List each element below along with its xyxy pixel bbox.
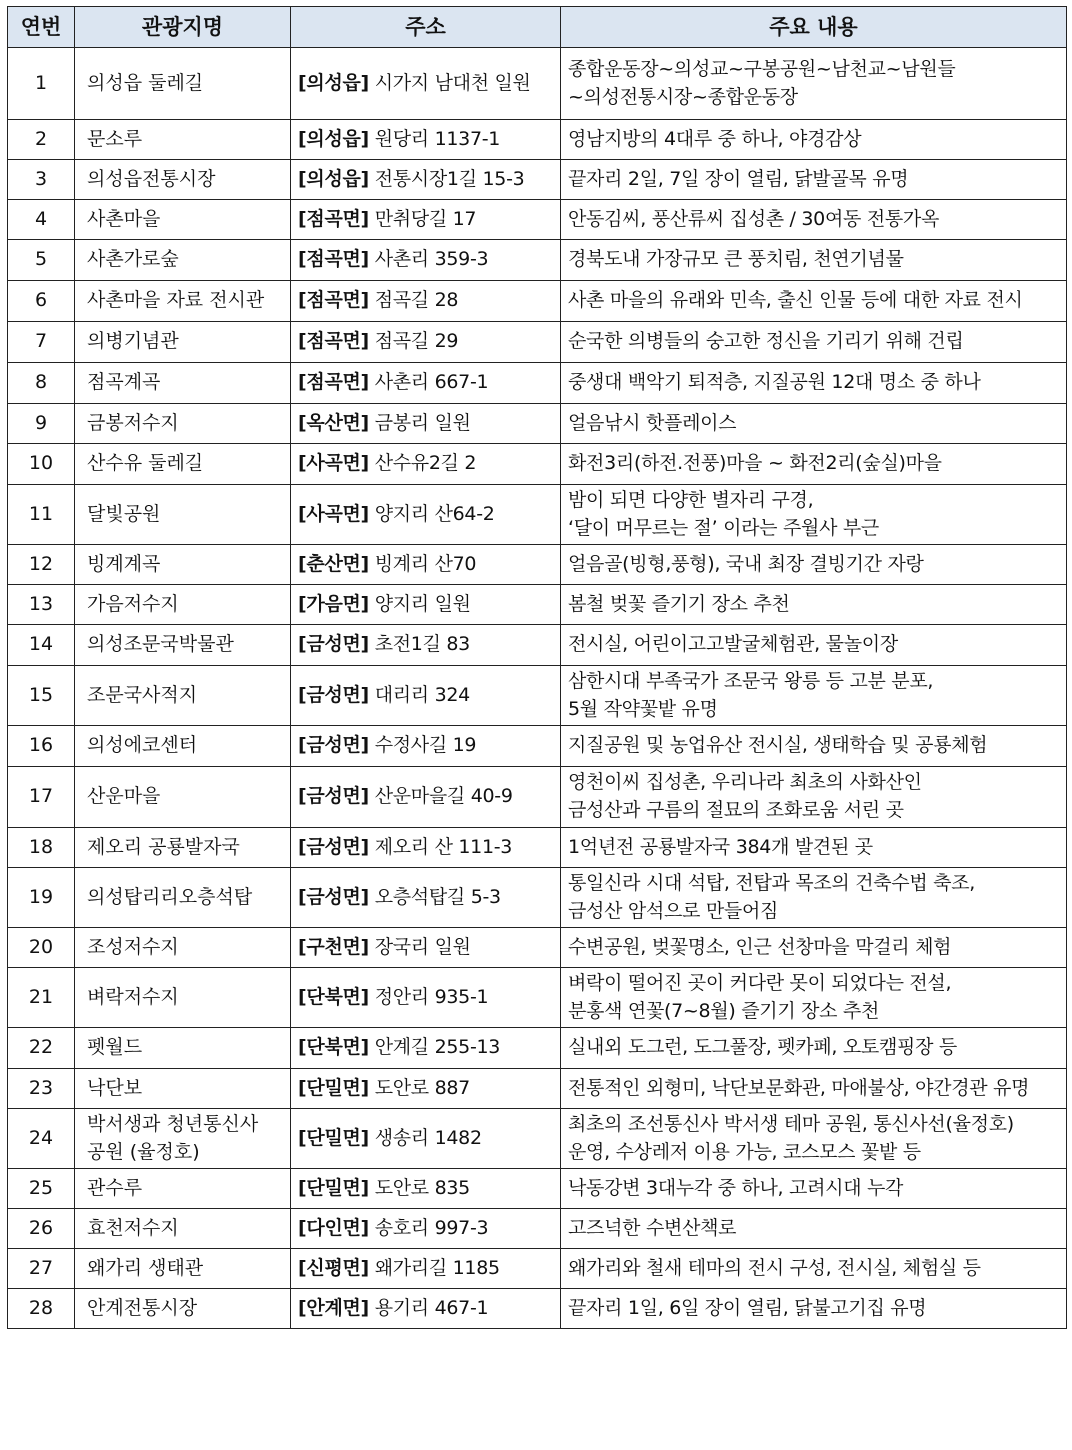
region-label: [단북면] (298, 1036, 369, 1059)
row-number: 5 (8, 240, 75, 281)
site-description (561, 545, 1067, 585)
site-address (291, 1109, 561, 1169)
site-name (75, 666, 291, 726)
site-name-line: 왜가리 생태관 (87, 1256, 204, 1279)
site-name-line: 산수유 둘레길 (87, 452, 204, 475)
address-text: 양지리 산64-2 (374, 502, 495, 525)
table-row (8, 1249, 1067, 1289)
table-row (8, 444, 1067, 485)
address-text: 왜가리길 1185 (374, 1256, 500, 1279)
site-description (561, 485, 1067, 545)
row-number: 1 (8, 48, 75, 120)
table-row (8, 200, 1067, 240)
region-label: [점곡면] (298, 371, 369, 394)
region-label: [안계면] (298, 1296, 369, 1319)
row-number: 3 (8, 160, 75, 200)
row-number: 16 (8, 726, 75, 767)
site-name (75, 48, 291, 120)
row-number: 2 (8, 120, 75, 160)
region-label: [단밀면] (298, 1076, 369, 1099)
site-name (75, 767, 291, 828)
description-line: 얼음낚시 핫플레이스 (568, 411, 737, 434)
site-description (561, 1069, 1067, 1109)
site-name (75, 404, 291, 444)
description-line: 끝자리 2일, 7일 장이 열림, 닭발골목 유명 (568, 167, 909, 190)
row-number: 4 (8, 200, 75, 240)
site-name (75, 200, 291, 240)
header-description: 주요 내용 (561, 7, 1067, 48)
site-description (561, 625, 1067, 666)
site-address (291, 1028, 561, 1069)
address-text: 송호리 997-3 (374, 1216, 489, 1239)
site-name (75, 928, 291, 968)
description-line: 5월 작약꽃밭 유명 (568, 697, 718, 720)
site-name-line: 펫월드 (87, 1036, 143, 1059)
site-name (75, 120, 291, 160)
address-text: 생송리 1482 (374, 1126, 482, 1149)
region-label: [신평면] (298, 1256, 369, 1279)
table-row (8, 120, 1067, 160)
site-name (75, 160, 291, 200)
description-line: 왜가리와 철새 테마의 전시 구성, 전시실, 체험실 등 (568, 1256, 981, 1279)
site-name (75, 625, 291, 666)
site-name-line: 의성읍 둘레길 (87, 71, 204, 94)
description-line: 지질공원 및 농업유산 전시실, 생태학습 및 공룡체험 (568, 734, 988, 757)
site-name (75, 240, 291, 281)
site-name-line: 점곡계곡 (87, 371, 161, 394)
site-address (291, 444, 561, 485)
table-row (8, 485, 1067, 545)
site-name (75, 1249, 291, 1289)
region-label: [단밀면] (298, 1176, 369, 1199)
region-label: [사곡면] (298, 502, 369, 525)
site-name-line: 산운마을 (87, 785, 161, 808)
site-name-line: 제오리 공룡발자국 (87, 835, 240, 858)
table-row (8, 968, 1067, 1028)
address-text: 만취당길 17 (374, 207, 477, 230)
table-row (8, 48, 1067, 120)
site-description (561, 666, 1067, 726)
description-line: ~의성전통시장~종합운동장 (568, 85, 798, 108)
table-row (8, 545, 1067, 585)
table-row (8, 1289, 1067, 1329)
site-name-line: 공원 (율정호) (87, 1140, 200, 1163)
description-line: 영천이씨 집성촌, 우리나라 최초의 사화산인 (568, 771, 922, 794)
description-line: 끝자리 1일, 6일 장이 열림, 닭불고기집 유명 (568, 1296, 927, 1319)
table-row (8, 1209, 1067, 1249)
site-name-line: 문소루 (87, 127, 143, 150)
site-description (561, 200, 1067, 240)
site-address (291, 1169, 561, 1209)
table-row (8, 726, 1067, 767)
table-row (8, 585, 1067, 625)
description-line: 통일신라 시대 석탑, 전탑과 목조의 건축수법 축조, (568, 871, 975, 894)
address-text: 점곡길 28 (374, 289, 459, 312)
description-line: 벼락이 떨어진 곳이 커다란 못이 되었다는 전설, (568, 971, 952, 994)
address-text: 전통시장1길 15-3 (374, 167, 525, 190)
region-label: [금성면] (298, 734, 369, 757)
site-description (561, 281, 1067, 322)
site-name (75, 281, 291, 322)
address-text: 원당리 1137-1 (374, 127, 501, 150)
site-name-line: 의성읍전통시장 (87, 167, 216, 190)
site-address (291, 666, 561, 726)
row-number: 24 (8, 1109, 75, 1169)
address-text: 장국리 일원 (374, 935, 471, 958)
address-text: 오층석탑길 5-3 (374, 885, 501, 908)
site-name-line: 사촌가로숲 (87, 248, 179, 271)
row-number: 21 (8, 968, 75, 1028)
table-row (8, 625, 1067, 666)
description-line: 금성산 암석으로 만들어짐 (568, 899, 779, 922)
site-name-line: 달빛공원 (87, 502, 161, 525)
table-row (8, 240, 1067, 281)
site-address (291, 828, 561, 868)
row-number: 23 (8, 1069, 75, 1109)
table-row (8, 1028, 1067, 1069)
table-row (8, 1109, 1067, 1169)
description-line: 삼한시대 부족국가 조문국 왕릉 등 고분 분포, (568, 669, 934, 692)
site-name-line: 조문국사적지 (87, 683, 198, 706)
tourist-sites-table (7, 6, 1067, 1329)
region-label: [금성면] (298, 683, 369, 706)
site-address (291, 1249, 561, 1289)
description-line: 고즈넉한 수변산책로 (568, 1216, 737, 1239)
row-number: 9 (8, 404, 75, 444)
description-line: 전통적인 외형미, 낙단보문화관, 마애불상, 야간경관 유명 (568, 1076, 1030, 1099)
site-name-line: 금봉저수지 (87, 411, 179, 434)
description-line: 순국한 의병들의 숭고한 정신을 기리기 위해 건립 (568, 330, 964, 353)
description-line: 중생대 백악기 퇴적층, 지질공원 12대 명소 중 하나 (568, 371, 981, 394)
table-row (8, 404, 1067, 444)
row-number: 7 (8, 322, 75, 363)
row-number: 6 (8, 281, 75, 322)
site-description (561, 726, 1067, 767)
site-name-line: 의성탑리리오층석탑 (87, 885, 253, 908)
site-name (75, 1289, 291, 1329)
site-address (291, 545, 561, 585)
description-line: 수변공원, 벚꽃명소, 인근 선창마을 막걸리 체험 (568, 935, 952, 958)
site-address (291, 240, 561, 281)
region-label: [구천면] (298, 935, 369, 958)
table-row (8, 828, 1067, 868)
address-text: 산운마을길 40-9 (374, 785, 513, 808)
description-line: 낙동강변 3대누각 중 하나, 고려시대 누각 (568, 1176, 904, 1199)
table-row (8, 928, 1067, 968)
description-line: 종합운동장~의성교~구봉공원~남천교~남원들 (568, 57, 956, 80)
site-description (561, 585, 1067, 625)
description-line: ‘달이 머무르는 절’ 이라는 주월사 부근 (568, 516, 879, 539)
site-description (561, 1209, 1067, 1249)
region-label: [옥산면] (298, 411, 369, 434)
site-description (561, 1169, 1067, 1209)
description-line: 영남지방의 4대루 중 하나, 야경감상 (568, 127, 862, 150)
site-address (291, 968, 561, 1028)
site-description (561, 1109, 1067, 1169)
description-line: 밤이 되면 다양한 별자리 구경, (568, 488, 814, 511)
site-address (291, 585, 561, 625)
site-name-line: 관수루 (87, 1176, 143, 1199)
address-text: 제오리 산 111-3 (374, 835, 513, 858)
site-address (291, 868, 561, 928)
site-name (75, 322, 291, 363)
table-row (8, 1069, 1067, 1109)
region-label: [다인면] (298, 1216, 369, 1239)
row-number: 27 (8, 1249, 75, 1289)
region-label: [점곡면] (298, 289, 369, 312)
site-description (561, 240, 1067, 281)
site-description (561, 928, 1067, 968)
row-number: 22 (8, 1028, 75, 1069)
site-address (291, 1209, 561, 1249)
address-text: 시가지 남대천 일원 (374, 71, 531, 94)
address-text: 사촌리 359-3 (374, 248, 489, 271)
region-label: [춘산면] (298, 552, 369, 575)
row-number: 25 (8, 1169, 75, 1209)
description-line: 금성산과 구름의 절묘의 조화로움 서린 곳 (568, 799, 904, 821)
site-description (561, 363, 1067, 404)
site-name-line: 조성저수지 (87, 935, 179, 958)
row-number: 12 (8, 545, 75, 585)
site-name (75, 363, 291, 404)
site-address (291, 160, 561, 200)
site-address (291, 485, 561, 545)
row-number: 14 (8, 625, 75, 666)
description-line: 경북도내 가장규모 큰 풍치림, 천연기념물 (568, 248, 904, 271)
address-text: 도안로 835 (374, 1176, 470, 1199)
address-text: 용기리 467-1 (374, 1296, 489, 1319)
table-row (8, 281, 1067, 322)
site-name (75, 1069, 291, 1109)
description-line: 화전3리(하전.전풍)마을 ~ 화전2리(숲실)마을 (568, 452, 942, 475)
header-no: 연번 (8, 7, 75, 48)
region-label: [단북면] (298, 985, 369, 1008)
site-name-line: 빙계계곡 (87, 552, 161, 575)
region-label: [점곡면] (298, 248, 369, 271)
address-text: 금봉리 일원 (374, 411, 471, 434)
address-text: 점곡길 29 (374, 330, 459, 353)
site-name-line: 의성조문국박물관 (87, 633, 234, 656)
row-number: 26 (8, 1209, 75, 1249)
table-row (8, 666, 1067, 726)
site-address (291, 120, 561, 160)
region-label: [의성읍] (298, 127, 369, 150)
table-row (8, 160, 1067, 200)
site-name (75, 828, 291, 868)
site-address (291, 625, 561, 666)
table-row (8, 868, 1067, 928)
site-description (561, 120, 1067, 160)
row-number: 11 (8, 485, 75, 545)
region-label: [금성면] (298, 885, 369, 908)
description-line: 1억년전 공룡발자국 384개 발견된 곳 (568, 835, 873, 858)
row-number: 10 (8, 444, 75, 485)
site-description (561, 968, 1067, 1028)
site-name-line: 낙단보 (87, 1076, 143, 1099)
address-text: 사촌리 667-1 (374, 371, 489, 394)
row-number: 17 (8, 767, 75, 828)
site-name (75, 1109, 291, 1169)
row-number: 15 (8, 666, 75, 726)
row-number: 28 (8, 1289, 75, 1329)
site-name-line: 벼락저수지 (87, 985, 179, 1008)
site-name (75, 585, 291, 625)
site-description (561, 1028, 1067, 1069)
description-line: 운영, 수상레저 이용 가능, 코스모스 꽃밭 등 (568, 1140, 921, 1163)
site-name-line: 가음저수지 (87, 592, 179, 615)
description-line: 봄철 벚꽃 즐기기 장소 추천 (568, 592, 790, 615)
site-description (561, 322, 1067, 363)
site-address (291, 726, 561, 767)
site-address (291, 322, 561, 363)
site-name (75, 545, 291, 585)
region-label: [가음면] (298, 592, 369, 615)
site-description (561, 404, 1067, 444)
address-text: 수정사길 19 (374, 734, 477, 757)
description-line: 전시실, 어린이고고발굴체험관, 물놀이장 (568, 633, 898, 656)
region-label: [금성면] (298, 785, 369, 808)
site-description (561, 160, 1067, 200)
address-text: 빙계리 산70 (374, 552, 477, 575)
site-description (561, 828, 1067, 868)
description-line: 안동김씨, 풍산류씨 집성촌 / 30여동 전통가옥 (568, 207, 940, 230)
table-body (8, 48, 1067, 1329)
address-text: 도안로 887 (374, 1076, 470, 1099)
address-text: 대리리 324 (374, 683, 470, 706)
site-name-line: 박서생과 청년통신사 (87, 1112, 259, 1135)
address-text: 안계길 255-13 (374, 1036, 501, 1059)
table-header-row (8, 7, 1067, 48)
table-row (8, 1169, 1067, 1209)
description-line: 사촌 마을의 유래와 민속, 출신 인물 등에 대한 자료 전시 (568, 289, 1023, 312)
site-description (561, 868, 1067, 928)
site-name-line: 사촌마을 자료 전시관 (87, 289, 265, 312)
description-line: 분홍색 연꽃(7~8월) 즐기기 장소 추천 (568, 999, 880, 1022)
address-text: 산수유2길 2 (374, 452, 477, 475)
row-number: 20 (8, 928, 75, 968)
row-number: 18 (8, 828, 75, 868)
region-label: [점곡면] (298, 207, 369, 230)
site-address (291, 1289, 561, 1329)
site-address (291, 48, 561, 120)
table-row (8, 767, 1067, 828)
row-number: 13 (8, 585, 75, 625)
site-name (75, 868, 291, 928)
site-name-line: 사촌마을 (87, 207, 161, 230)
description-line: 실내외 도그런, 도그풀장, 펫카페, 오토캠핑장 등 (568, 1036, 957, 1059)
site-name (75, 726, 291, 767)
address-text: 초전1길 83 (374, 633, 470, 656)
site-address (291, 363, 561, 404)
site-description (561, 1249, 1067, 1289)
table-row (8, 363, 1067, 404)
table-row (8, 322, 1067, 363)
site-name-line: 의병기념관 (87, 330, 179, 353)
site-description (561, 48, 1067, 120)
header-address: 주소 (291, 7, 561, 48)
site-address (291, 200, 561, 240)
site-name (75, 485, 291, 545)
region-label: [금성면] (298, 835, 369, 858)
site-address (291, 1069, 561, 1109)
site-name (75, 968, 291, 1028)
site-name-line: 효천저수지 (87, 1216, 179, 1239)
site-name (75, 444, 291, 485)
site-address (291, 404, 561, 444)
site-address (291, 767, 561, 828)
description-line: 최초의 조선통신사 박서생 테마 공원, 통신사선(율정호) (568, 1112, 1014, 1135)
site-name-line: 안계전통시장 (87, 1296, 198, 1319)
region-label: [단밀면] (298, 1126, 369, 1149)
header-name: 관광지명 (75, 7, 291, 48)
region-label: [사곡면] (298, 452, 369, 475)
address-text: 정안리 935-1 (374, 985, 489, 1008)
description-line: 얼음골(빙형,풍형), 국내 최장 결빙기간 자랑 (568, 552, 924, 575)
site-description (561, 767, 1067, 828)
site-name (75, 1169, 291, 1209)
region-label: [의성읍] (298, 167, 369, 190)
site-description (561, 444, 1067, 485)
site-description (561, 1289, 1067, 1329)
region-label: [금성면] (298, 633, 369, 656)
region-label: [의성읍] (298, 71, 369, 94)
address-text: 양지리 일원 (374, 592, 471, 615)
region-label: [점곡면] (298, 330, 369, 353)
row-number: 19 (8, 868, 75, 928)
site-name-line: 의성에코센터 (87, 734, 198, 757)
row-number: 8 (8, 363, 75, 404)
site-name (75, 1209, 291, 1249)
site-name (75, 1028, 291, 1069)
site-address (291, 928, 561, 968)
site-address (291, 281, 561, 322)
